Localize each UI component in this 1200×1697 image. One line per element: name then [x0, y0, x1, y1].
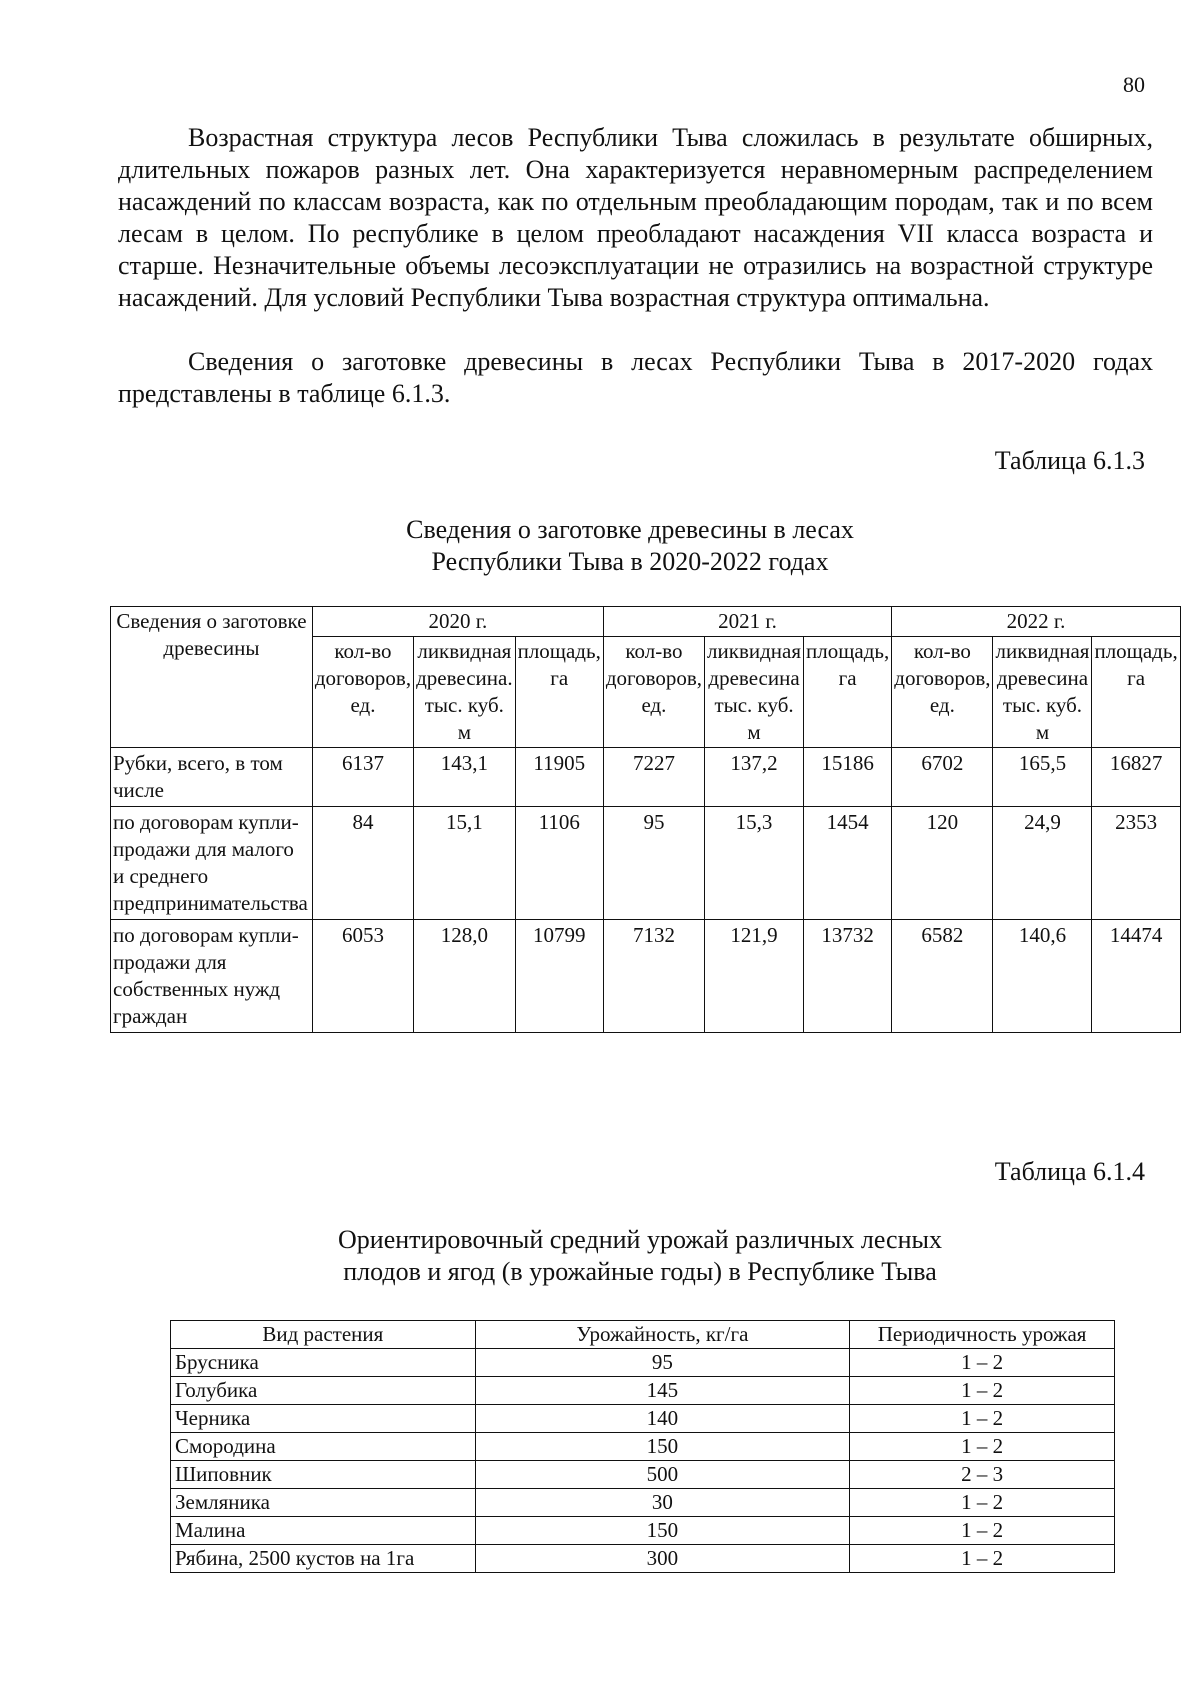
paragraph-age-structure-text: Возрастная структура лесов Республики Тыва сложилась в результате обширных, длительных пожаров разных лет. Она характеризуется неравномерным распределением насаждений по классам возраста, как по отдельным преобладающим породам, так и по всем лесам в целом. По республике в целом преобладают насаждения VII класса возраста и старше. Незначительные объемы лесоэксплуатации не отразились на возрастной структуре насаждений. Для условий Республики Тыва возрастная структура оптимальна. — [118, 123, 1153, 312]
table-caption-6-1-3: Таблица 6.1.3 — [994, 446, 1145, 475]
cell: 137,2 — [705, 748, 804, 807]
period-value: 1 – 2 — [850, 1433, 1115, 1461]
corner-header: Сведения о заготовке древесины — [111, 607, 313, 748]
table-title-yield — [40, 1224, 1200, 1288]
table-row — [171, 1405, 1115, 1433]
plant-name: Смородина — [171, 1433, 476, 1461]
paragraph-age-structure — [118, 122, 1153, 314]
plant-name: Малина — [171, 1517, 476, 1545]
plant-name: Шиповник — [171, 1461, 476, 1489]
period-value: 1 – 2 — [850, 1377, 1115, 1405]
table-title-harvest — [30, 514, 1200, 578]
subheader: площадь, га — [515, 637, 603, 748]
table-title-line: Ориентировочный средний урожай различных лесных — [338, 1225, 942, 1254]
yield-header-row — [171, 1321, 1115, 1349]
plant-name: Брусника — [171, 1349, 476, 1377]
table-row — [171, 1433, 1115, 1461]
table-row — [111, 807, 1181, 920]
header-row-years — [111, 607, 1181, 637]
period-value: 1 – 2 — [850, 1545, 1115, 1573]
cell: 7132 — [603, 920, 704, 1033]
table-title-line: Республики Тыва в 2020-2022 годах — [431, 547, 829, 576]
paragraph-harvest-intro-text: Сведения о заготовке древесины в лесах Республики Тыва в 2017-2020 годах представлены в таблице 6.1.3. — [118, 347, 1153, 408]
table-row — [111, 920, 1181, 1033]
subheader: ликвидная древесина тыс. куб. м — [705, 637, 804, 748]
yield-value: 140 — [475, 1405, 850, 1433]
yield-value: 145 — [475, 1377, 850, 1405]
cell: 14474 — [1092, 920, 1180, 1033]
period-value: 2 – 3 — [850, 1461, 1115, 1489]
cell: 16827 — [1092, 748, 1180, 807]
subheader: площадь, га — [804, 637, 892, 748]
cell: 13732 — [804, 920, 892, 1033]
cell: 121,9 — [705, 920, 804, 1033]
row-label: Рубки, всего, в том числе — [111, 748, 313, 807]
table-title-line: плодов и ягод (в урожайные годы) в Республике Тыва — [343, 1257, 937, 1286]
table-row — [171, 1377, 1115, 1405]
cell: 6053 — [312, 920, 413, 1033]
table-row — [111, 748, 1181, 807]
year-header: 2022 г. — [892, 607, 1180, 637]
cell: 15,1 — [414, 807, 516, 920]
cell: 128,0 — [414, 920, 516, 1033]
subheader: ликвидная древесина тыс. куб. м — [993, 637, 1092, 748]
cell: 165,5 — [993, 748, 1092, 807]
table-row — [171, 1461, 1115, 1489]
cell: 15186 — [804, 748, 892, 807]
year-header: 2020 г. — [312, 607, 603, 637]
row-label: по договорам купли-продажи для малого и среднего предпринимательства — [111, 807, 313, 920]
period-value: 1 – 2 — [850, 1405, 1115, 1433]
yield-value: 95 — [475, 1349, 850, 1377]
cell: 15,3 — [705, 807, 804, 920]
table-caption-6-1-4: Таблица 6.1.4 — [994, 1157, 1145, 1186]
cell: 6702 — [892, 748, 993, 807]
subheader: площадь, га — [1092, 637, 1180, 748]
year-header: 2021 г. — [603, 607, 891, 637]
yield-value: 300 — [475, 1545, 850, 1573]
header-period: Периодичность урожая — [850, 1321, 1115, 1349]
cell: 7227 — [603, 748, 704, 807]
plant-name: Рябина, 2500 кустов на 1га — [171, 1545, 476, 1573]
table-row — [171, 1489, 1115, 1517]
cell: 84 — [312, 807, 413, 920]
cell: 10799 — [515, 920, 603, 1033]
yield-table — [170, 1320, 1115, 1573]
cell: 1454 — [804, 807, 892, 920]
yield-value: 500 — [475, 1461, 850, 1489]
plant-name: Черника — [171, 1405, 476, 1433]
yield-value: 150 — [475, 1433, 850, 1461]
table-row — [171, 1349, 1115, 1377]
period-value: 1 – 2 — [850, 1517, 1115, 1545]
header-yield: Урожайность, кг/га — [475, 1321, 850, 1349]
table-row — [171, 1517, 1115, 1545]
subheader: кол-во договоров, ед. — [312, 637, 413, 748]
subheader: ликвидная древесина. тыс. куб. м — [414, 637, 516, 748]
subheader: кол-во договоров, ед. — [603, 637, 704, 748]
yield-value: 150 — [475, 1517, 850, 1545]
cell: 24,9 — [993, 807, 1092, 920]
plant-name: Голубика — [171, 1377, 476, 1405]
subheader: кол-во договоров, ед. — [892, 637, 993, 748]
period-value: 1 – 2 — [850, 1349, 1115, 1377]
cell: 11905 — [515, 748, 603, 807]
period-value: 1 – 2 — [850, 1489, 1115, 1517]
cell: 95 — [603, 807, 704, 920]
cell: 1106 — [515, 807, 603, 920]
table-title-line: Сведения о заготовке древесины в лесах — [406, 515, 854, 544]
header-plant: Вид растения — [171, 1321, 476, 1349]
table-row — [171, 1545, 1115, 1573]
cell: 143,1 — [414, 748, 516, 807]
page-number: 80 — [1123, 72, 1145, 97]
cell: 6137 — [312, 748, 413, 807]
yield-value: 30 — [475, 1489, 850, 1517]
row-label: по договорам купли-продажи для собственных нужд граждан — [111, 920, 313, 1033]
cell: 120 — [892, 807, 993, 920]
plant-name: Земляника — [171, 1489, 476, 1517]
paragraph-harvest-intro — [118, 346, 1153, 410]
cell: 140,6 — [993, 920, 1092, 1033]
cell: 2353 — [1092, 807, 1180, 920]
harvest-table — [110, 606, 1181, 1033]
cell: 6582 — [892, 920, 993, 1033]
